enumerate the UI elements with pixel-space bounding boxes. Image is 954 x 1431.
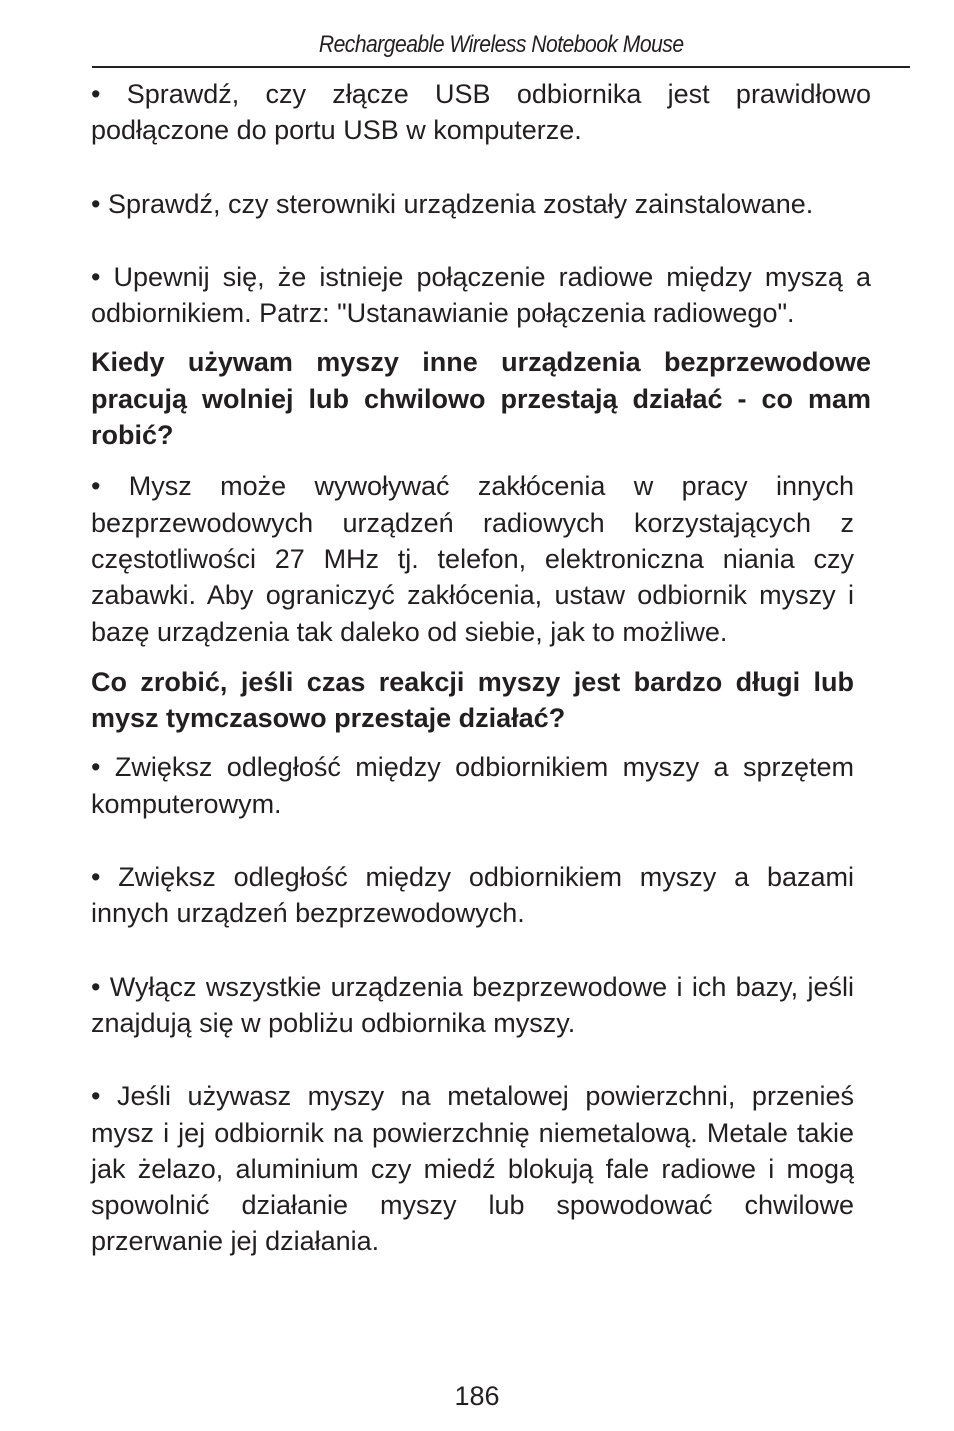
question-heading-slow-response: Co zrobić, jeśli czas reakcji myszy jest bardzo długi lub mysz tymczasowo przestaje działać? [91,666,854,734]
bullet-turn-off-devices: • Wyłącz wszystkie urządzenia bezprzewodowe i ich bazy, jeśli znajdują się w pobliżu odbiornika myszy. [91,971,854,1038]
header-title: Rechargeable Wireless Notebook Mouse [318,31,684,58]
bullet-increase-distance-bases: • Zwiększ odległość między odbiornikiem myszy a bazami innych urządzeń bezprzewodowych. [91,862,854,929]
bullet-interference: • Mysz może wywoływać zakłócenia w pracy innych bezprzewodowych urządzeń radiowych korzystających z częstotliwości 27 MHz tj. telefon, elektroniczna niania czy zabawki. Aby ograniczyć zakłócenia, ustaw odbiornik myszy i bazę urządzenia tak daleko od siebie, jak to możliwe. [91,471,854,647]
question-heading-interference: Kiedy używam myszy inne urządzenia bezprzewodowe pracują wolniej lub chwilowo przestają działać - co mam robić? [91,347,871,451]
bullet-check-drivers: • Sprawdź, czy sterowniki urządzenia zostały zainstalowane. [91,188,814,219]
page-number: 186 [454,1381,500,1411]
page-content [91,76,871,1260]
bullet-metal-surface: • Jeśli używasz myszy na metalowej powierzchni, przenieś mysz i jej odbiornik na powierzchnię niemetalową. Metale takie jak żelazo, aluminium czy miedź blokują fale radiowe i mogą spowolnić działanie myszy lub spowodować chwilowe przerwanie jej działania. [91,1081,854,1257]
bullet-increase-distance-computer: • Zwiększ odległość między odbiornikiem myszy a sprzętem komputerowym. [91,752,854,819]
bullet-radio-connection: • Upewnij się, że istnieje połączenie radiowe między myszą a odbiornikiem. Patrz: "Ustanawianie połączenia radiowego". [91,261,871,329]
page-header [92,28,910,68]
bullet-check-usb: • Sprawdź, czy złącze USB odbiornika jest prawidłowo podłączone do portu USB w komputerze. [91,79,871,146]
